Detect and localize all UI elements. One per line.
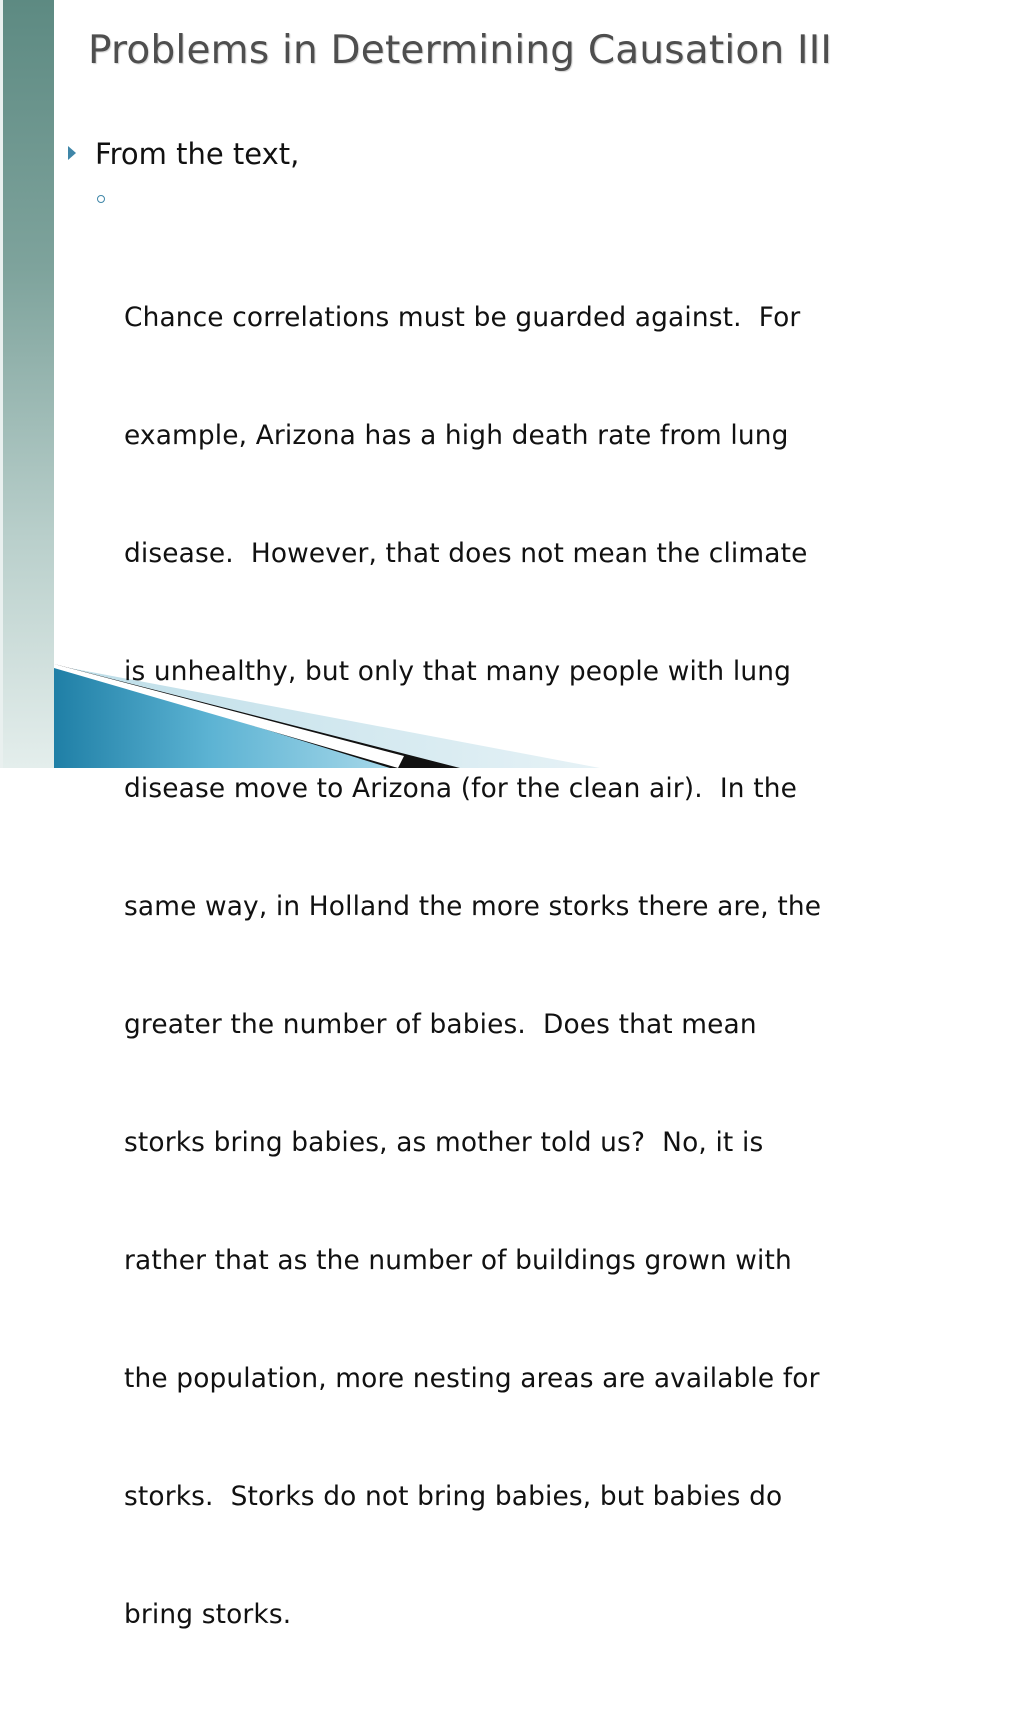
triangle-arrow-bullet-icon: [68, 146, 76, 160]
hollow-circle-bullet-icon: [97, 195, 105, 203]
sub-bullet-line: bring storks.: [124, 1598, 292, 1630]
sub-bullet-line: disease. However, that does not mean the climate: [124, 537, 808, 569]
sub-bullet-line: rather that as the number of buildings grown with: [124, 1245, 792, 1277]
sub-bullet-line: storks bring babies, as mother told us? No, it is: [124, 1127, 764, 1159]
sub-bullet-line: greater the number of babies. Does that mean: [124, 1009, 757, 1041]
sub-bullet-line: disease move to Arizona (for the clean air). In the: [124, 773, 797, 805]
sub-bullet-line: the population, more nesting areas are available for: [124, 1362, 820, 1394]
slide-title: Problems in Determining Causation III: [88, 28, 833, 73]
sub-bullet-item: [68, 180, 964, 1713]
sub-bullet-line: example, Arizona has a high death rate from lung: [124, 419, 789, 451]
main-bullet-item: [68, 132, 968, 176]
main-bullet-text: From the text,: [95, 137, 300, 171]
sub-bullet-line: Chance correlations must be guarded against. For: [124, 301, 801, 333]
sub-bullet-line: same way, in Holland the more storks there are, the: [124, 891, 822, 923]
slide-content: [68, 132, 968, 1713]
sub-bullet-line: is unhealthy, but only that many people with lung: [124, 655, 791, 687]
sub-bullet-line: storks. Storks do not bring babies, but babies do: [124, 1480, 783, 1512]
